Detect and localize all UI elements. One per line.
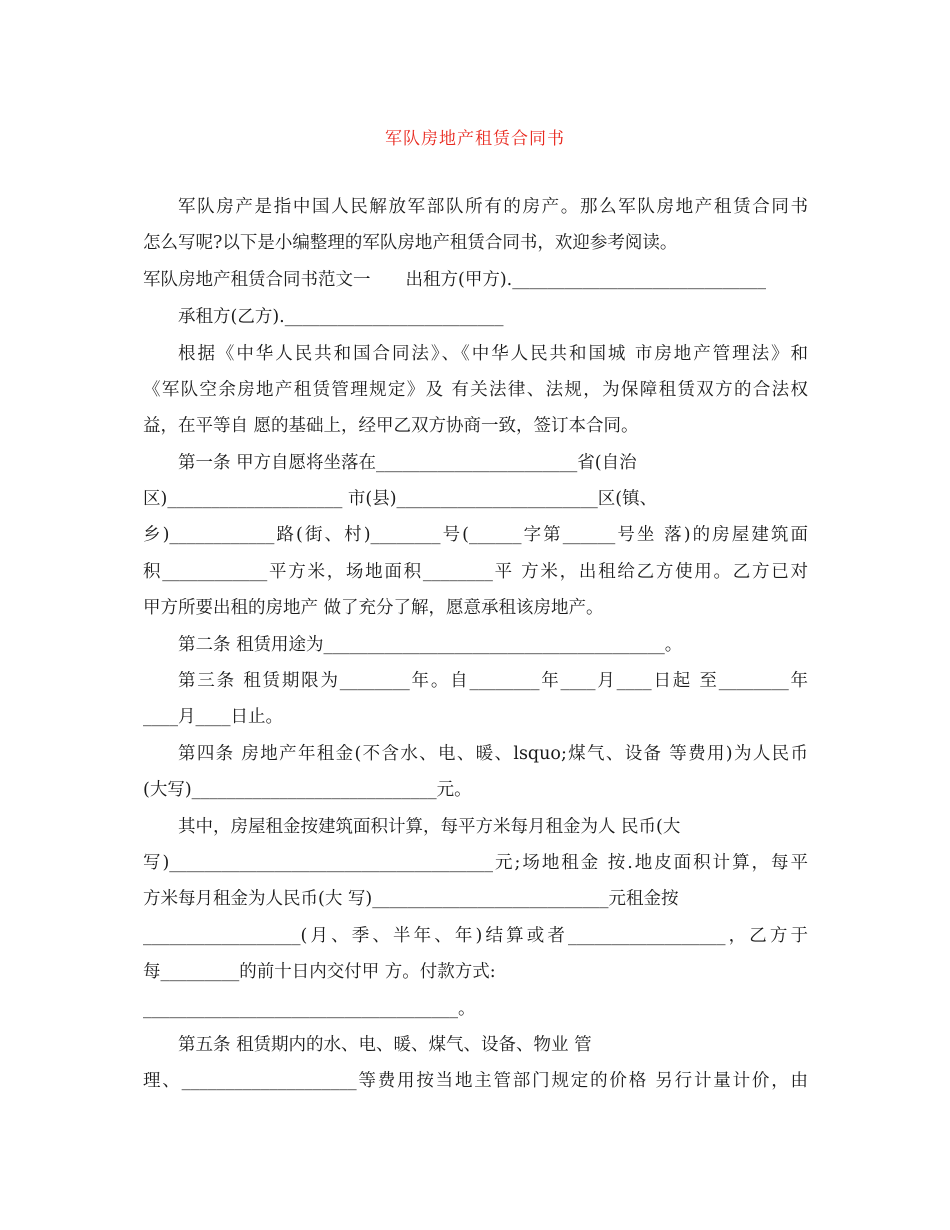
paragraph-line: 承租方(乙方)._________________________ bbox=[178, 307, 504, 327]
paragraph-line: 益，在平等自 愿的基础上，经甲乙双方协商一致，签订本合同。 bbox=[143, 416, 639, 436]
paragraph-line: 第四条 房地产年租金(不含水、电、暖、lsquo;煤气、设备 等费用)为人民币 bbox=[178, 744, 808, 764]
paragraph-line: ____________________________________。 bbox=[143, 999, 476, 1019]
paragraph-line: 根据《中华人民共和国合同法》、《中华人民共和国城 市房地产管理法》和 bbox=[178, 344, 808, 364]
paragraph-line: 乡)____________路(街、村)________号(______字第______号坐 落)的房屋建筑面 bbox=[143, 525, 808, 545]
paragraph-line: 第二条 租赁用途为_______________________________________。 bbox=[178, 635, 683, 655]
paragraph-line: 第五条 租赁期内的水、电、暖、煤气、设备、物业 管 bbox=[178, 1035, 592, 1055]
paragraph-line: 每_________的前十日内交付甲 方。付款方式: bbox=[143, 962, 496, 982]
document-title: 军队房地产租赁合同书 bbox=[385, 129, 565, 149]
paragraph-line: 理、____________________等费用按当地主管部门规定的价格 另行计量计价，由 bbox=[143, 1071, 808, 1091]
paragraph-line: 方米每月租金为人民币(大 写)___________________________元租金按 bbox=[143, 889, 679, 909]
paragraph-line: 区)____________________ 市(县)_______________________区(镇、 bbox=[143, 489, 658, 509]
paragraph-line: (大写)____________________________元。 bbox=[143, 780, 472, 800]
paragraph-line: 写)_____________________________________元;场地租金 按.地皮面积计算，每平 bbox=[143, 853, 808, 873]
paragraph-line: 积____________平方米，场地面积________平 方米，出租给乙方使用。乙方已对 bbox=[143, 562, 808, 582]
paragraph-line: 甲方所要出租的房地产 做了充分了解，愿意承租该房地产。 bbox=[143, 598, 604, 618]
paragraph-line: 军队房地产租赁合同书范文一 出租方(甲方)._____________________________ bbox=[143, 270, 766, 290]
paragraph-line: 《军队空余房地产租赁管理规定》及 有关法律、法规，为保障租赁双方的合法权 bbox=[143, 380, 808, 400]
paragraph-line: ____月____日止。 bbox=[143, 707, 283, 727]
paragraph-line: 军队房产是指中国人民解放军部队所有的房产。那么军队房地产租赁合同书 bbox=[178, 197, 808, 217]
paragraph-line: 其中，房屋租金按建筑面积计算，每平方米每月租金为人 民币(大 bbox=[178, 817, 681, 837]
paragraph-line: 怎么写呢?以下是小编整理的军队房地产租赁合同书，欢迎参考阅读。 bbox=[143, 233, 678, 253]
paragraph-line: __________________(月、季、半年、年)结算或者__________________，乙方于 bbox=[143, 926, 808, 946]
paragraph-line: 第三条 租赁期限为________年。自________年____月____日起 至________年 bbox=[178, 671, 808, 691]
paragraph-line: 第一条 甲方自愿将坐落在_______________________省(自治 bbox=[178, 453, 637, 473]
